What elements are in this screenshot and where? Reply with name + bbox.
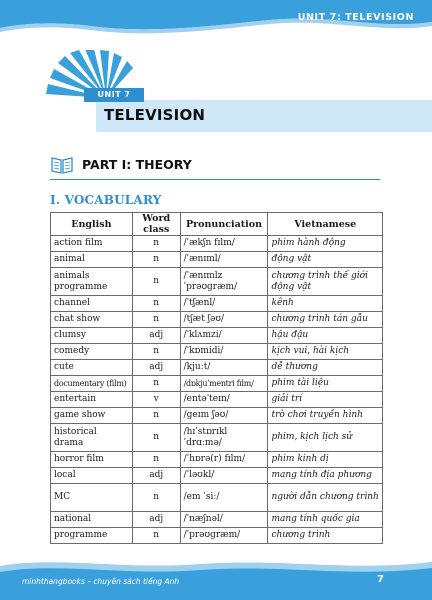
table-row xyxy=(51,528,383,544)
table-row xyxy=(51,344,383,360)
page-number: 7 xyxy=(377,574,384,585)
column-header-vietnamese: Vietnamese xyxy=(268,213,383,236)
cell-vietnamese: hậu đậu xyxy=(268,328,383,344)
running-header: UNIT 7: TELEVISION xyxy=(297,12,414,23)
cell-word-class: adj xyxy=(132,468,180,484)
part-heading-row xyxy=(50,155,380,177)
book-icon xyxy=(50,155,74,175)
column-header-english: English xyxy=(51,213,133,236)
cell-word-class: adj xyxy=(132,328,180,344)
table-row xyxy=(51,484,383,512)
cell-pronunciation: /dɒkjuˈmentri fɪlm/ xyxy=(180,376,268,392)
cell-word-class: n xyxy=(132,296,180,312)
cell-pronunciation: /ˈklʌmzi/ xyxy=(180,328,268,344)
cell-word-class: n xyxy=(132,344,180,360)
cell-pronunciation: /hɪˈstɒrɪkl ˈdrɑːmə/ xyxy=(180,424,268,452)
cell-english: entertain xyxy=(51,392,133,408)
cell-english: historical drama xyxy=(51,424,133,452)
table-row xyxy=(51,268,383,296)
cell-vietnamese: giải trí xyxy=(268,392,383,408)
cell-pronunciation: /kjuːt/ xyxy=(180,360,268,376)
cell-english: clumsy xyxy=(51,328,133,344)
cell-vietnamese: phim, kịch lịch sử xyxy=(268,424,383,452)
table-row xyxy=(51,236,383,252)
table-row xyxy=(51,512,383,528)
cell-english: comedy xyxy=(51,344,133,360)
cell-english: documentary (film) xyxy=(51,376,133,392)
column-header-pronunciation: Pronunciation xyxy=(180,213,268,236)
cell-vietnamese: động vật xyxy=(268,252,383,268)
table-row xyxy=(51,376,383,392)
cell-vietnamese: kênh xyxy=(268,296,383,312)
cell-pronunciation: /ˈænɪmlz ˈprəʊgræm/ xyxy=(180,268,268,296)
cell-pronunciation: /ˈhɒrə(r) fɪlm/ xyxy=(180,452,268,468)
cell-vietnamese: phim hành động xyxy=(268,236,383,252)
unit-title: TELEVISION xyxy=(104,106,206,124)
table-row xyxy=(51,296,383,312)
cell-word-class: adj xyxy=(132,360,180,376)
cell-vietnamese: chương trình thế giới động vật xyxy=(268,268,383,296)
table-row xyxy=(51,328,383,344)
cell-english: MC xyxy=(51,484,133,512)
cell-vietnamese: phim tài liệu xyxy=(268,376,383,392)
cell-english: channel xyxy=(51,296,133,312)
divider xyxy=(50,179,380,180)
cell-pronunciation: /ˈtʃænl/ xyxy=(180,296,268,312)
cell-english: game show xyxy=(51,408,133,424)
cell-word-class: n xyxy=(132,376,180,392)
cell-english: programme xyxy=(51,528,133,544)
cell-pronunciation: /tʃæt ʃəʊ/ xyxy=(180,312,268,328)
cell-vietnamese: mang tính quốc gia xyxy=(268,512,383,528)
cell-word-class: n xyxy=(132,236,180,252)
cell-word-class: adj xyxy=(132,512,180,528)
part-heading: PART I: THEORY xyxy=(82,157,192,172)
cell-pronunciation: /geɪm ʃəʊ/ xyxy=(180,408,268,424)
cell-word-class: n xyxy=(132,408,180,424)
cell-pronunciation: /ˈkɒmidi/ xyxy=(180,344,268,360)
cell-vietnamese: chương trình xyxy=(268,528,383,544)
cell-word-class: n xyxy=(132,252,180,268)
cell-word-class: n xyxy=(132,484,180,512)
cell-vietnamese: chương trình tán gẫu xyxy=(268,312,383,328)
footer-brand: minhthangbooks – chuyên sách tiếng Anh xyxy=(22,577,180,586)
table-row xyxy=(51,408,383,424)
cell-vietnamese: phim kinh dị xyxy=(268,452,383,468)
cell-vietnamese: người dẫn chương trình xyxy=(268,484,383,512)
cell-pronunciation: /entəˈteɪn/ xyxy=(180,392,268,408)
cell-english: chat show xyxy=(51,312,133,328)
cell-word-class: n xyxy=(132,452,180,468)
cell-english: local xyxy=(51,468,133,484)
cell-vietnamese: kịch vui, hài kịch xyxy=(268,344,383,360)
cell-vietnamese: dễ thương xyxy=(268,360,383,376)
cell-pronunciation: /ˈænɪml/ xyxy=(180,252,268,268)
cell-english: national xyxy=(51,512,133,528)
cell-word-class: n xyxy=(132,528,180,544)
section-heading: I. VOCABULARY xyxy=(50,193,162,207)
vocabulary-table xyxy=(50,212,383,544)
cell-english: action film xyxy=(51,236,133,252)
cell-pronunciation: /ˈnæʃnəl/ xyxy=(180,512,268,528)
table-row xyxy=(51,452,383,468)
cell-english: cute xyxy=(51,360,133,376)
table-row xyxy=(51,392,383,408)
cell-vietnamese: mang tính địa phương xyxy=(268,468,383,484)
title-banner xyxy=(96,100,432,132)
cell-word-class: n xyxy=(132,312,180,328)
column-header-word-class: Word class xyxy=(132,213,180,236)
cell-pronunciation: /ˈækʃn fɪlm/ xyxy=(180,236,268,252)
table-row xyxy=(51,360,383,376)
cell-pronunciation: /ˈprəʊgræm/ xyxy=(180,528,268,544)
cell-english: animals programme xyxy=(51,268,133,296)
cell-vietnamese: trò chơi truyền hình xyxy=(268,408,383,424)
table-row xyxy=(51,424,383,452)
table-row xyxy=(51,252,383,268)
cell-word-class: n xyxy=(132,424,180,452)
cell-word-class: v xyxy=(132,392,180,408)
cell-pronunciation: /ˈləʊkl/ xyxy=(180,468,268,484)
table-row xyxy=(51,468,383,484)
cell-english: horror film xyxy=(51,452,133,468)
cell-pronunciation: /em ˈsiː/ xyxy=(180,484,268,512)
cell-word-class: n xyxy=(132,268,180,296)
unit-badge: UNIT 7 xyxy=(84,88,144,102)
table-header-row xyxy=(51,213,383,236)
cell-english: animal xyxy=(51,252,133,268)
table-row xyxy=(51,312,383,328)
